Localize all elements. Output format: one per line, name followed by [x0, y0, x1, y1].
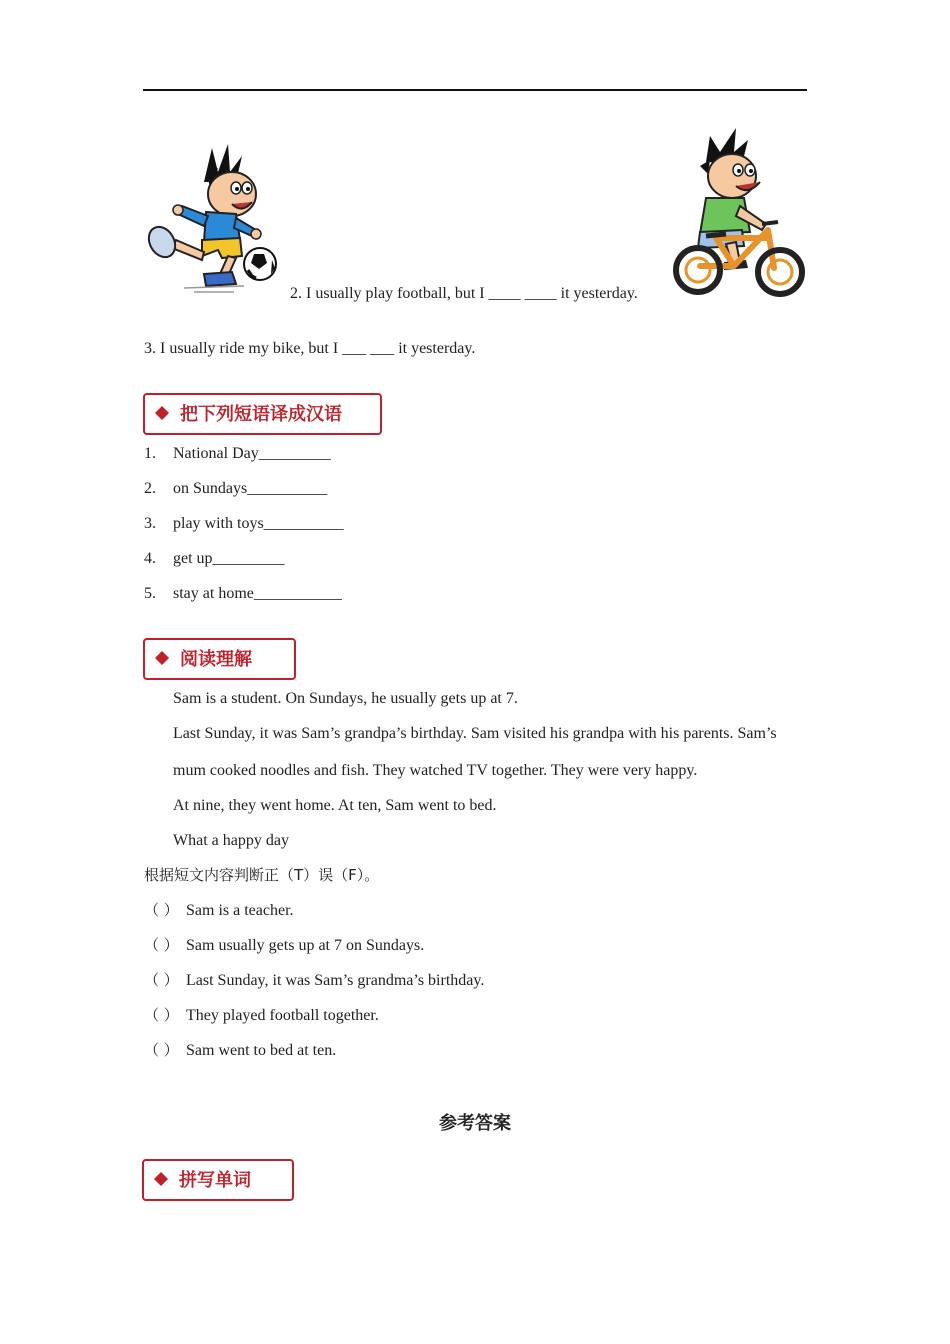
boy-football-illustration: [144, 142, 282, 300]
question-3: 3. I usually ride my bike, but I ___ ___ it yesterday.: [144, 340, 476, 357]
diamond-bullet-icon: [154, 1172, 168, 1186]
section-title: 阅读理解: [180, 649, 252, 670]
phrase-item: 3. play with toys__________: [144, 515, 344, 532]
section-header-spelling: [142, 1159, 294, 1201]
passage-line: Last Sunday, it was Sam’s grandpa’s birthday. Sam visited his grandpa with his parents. Sam’s: [173, 725, 777, 742]
tf-statement: （ ） Sam is a teacher.: [144, 901, 294, 919]
passage-line: mum cooked noodles and fish. They watched TV together. They were very happy.: [173, 762, 698, 779]
answers-title: 参考答案: [439, 1113, 511, 1134]
diamond-bullet-icon: [155, 651, 169, 665]
section-title: 拼写单词: [179, 1170, 251, 1191]
tf-instruction: 根据短文内容判断正（T）误（F）。: [144, 866, 380, 884]
diamond-bullet-icon: [155, 406, 169, 420]
phrase-item: 2. on Sundays__________: [144, 480, 328, 497]
tf-statement: （ ） Sam usually gets up at 7 on Sundays.: [144, 936, 425, 954]
phrase-item: 1. National Day_________: [144, 445, 331, 462]
passage-line: At nine, they went home. At ten, Sam went to bed.: [173, 797, 497, 814]
question-2: 2. I usually play football, but I ____ ____ it yesterday.: [290, 285, 638, 302]
passage-line: Sam is a student. On Sundays, he usually gets up at 7.: [173, 690, 518, 707]
tf-statement: （ ） Last Sunday, it was Sam’s grandma’s birthday.: [144, 971, 485, 989]
section-header-translate: [143, 393, 382, 435]
tf-statement: （ ） Sam went to bed at ten.: [144, 1041, 337, 1059]
section-title: 把下列短语译成汉语: [180, 404, 342, 425]
boy-bike-illustration: [670, 126, 808, 298]
phrase-item: 4. get up_________: [144, 550, 285, 567]
phrase-item: 5. stay at home___________: [144, 585, 342, 602]
header-rule: [143, 89, 807, 91]
tf-statement: （ ） They played football together.: [144, 1006, 379, 1024]
passage-line: What a happy day: [173, 832, 289, 849]
section-header-reading: [143, 638, 296, 680]
